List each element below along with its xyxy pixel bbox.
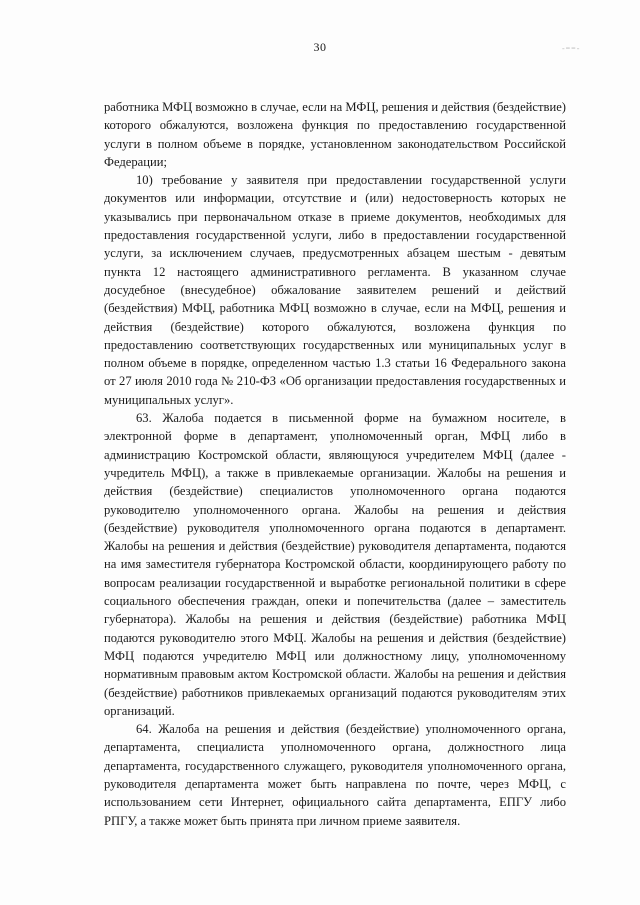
paragraph-clause-63: 63. Жалоба подается в письменной форме на бумажном носителе, в электронной форме в департамент, уполномоченный орган, МФЦ либо в администрацию Костромской области, являющуюся учредителем МФЦ (далее - учредитель МФЦ), а также в привлекаемые организации. Жалобы на решения и действия (бездействие) специалистов уполномоченного органа подаются руководителю уполномоченного органа. Жалобы на решения и действия (бездействие) руководителя уполномоченного органа подаются в департамент. Жалобы на решения и действия (бездействие) руководителя департамента, подаются на имя заместителя губернатора Костромской области, координирующего работу по вопросам реализации государственной и выработке региональной политики в сфере социального обеспечения граждан, опеки и попечительства (далее – заместитель губернатора). Жалобы на решения и действия (бездействие) работника МФЦ подаются руководителю этого МФЦ. Жалобы на решения и действия (бездействие) МФЦ подаются учредителю МФЦ или должностному лицу, уполномоченному нормативным правовым актом Костромской области. Жалобы на решения и действия (бездействие) работников привлекаемых организаций подаются руководителям этих организаций. [104, 411, 566, 718]
page-number: 30 [313, 40, 327, 54]
document-body [104, 98, 566, 830]
paragraph-item-10: 10) требование у заявителя при предоставлении государственной услуги документов или информации, отсутствие и (или) недостоверность которых не указывались при первоначальном отказе в приеме документов, необходимых для предоставления государственной услуги, либо в предоставлении государственной услуги, за исключением случаев, предусмотренных абзацем шестым - девятым пункта 12 настоящего административного регламента. В указанном случае досудебное (внесудебное) обжалование заявителем решений и действий (бездействия) МФЦ, работника МФЦ возможно в случае, если на МФЦ, решения и действия (бездействие) которого обжалуются, возложена функция по предоставлению соответствующих государственных или муниципальных услуг в полном объеме в порядке, определенном частью 1.3 статьи 16 Федерального закона от 27 июля 2010 года № 210-ФЗ «Об организации предоставления государственных и муниципальных услуг». [104, 173, 566, 407]
scan-corner-mark: -==- [562, 44, 581, 53]
paragraph-continuation: работника МФЦ возможно в случае, если на МФЦ, решения и действия (бездействие) которого обжалуются, возложена функция по предоставлению государственной услуги в полном объеме в порядке, установленном законодательством Российской Федерации; [104, 100, 566, 169]
paragraph-clause-64: 64. Жалоба на решения и действия (бездействие) уполномоченного органа, департамента, специалиста уполномоченного органа, должностного лица департамента, государственного служащего, руководителя уполномоченного органа, руководителя департамента может быть направлена по почте, через МФЦ, с использованием сети Интернет, официального сайта департамента, ЕПГУ либо РПГУ, а также может быть принята при личном приеме заявителя. [104, 722, 566, 828]
